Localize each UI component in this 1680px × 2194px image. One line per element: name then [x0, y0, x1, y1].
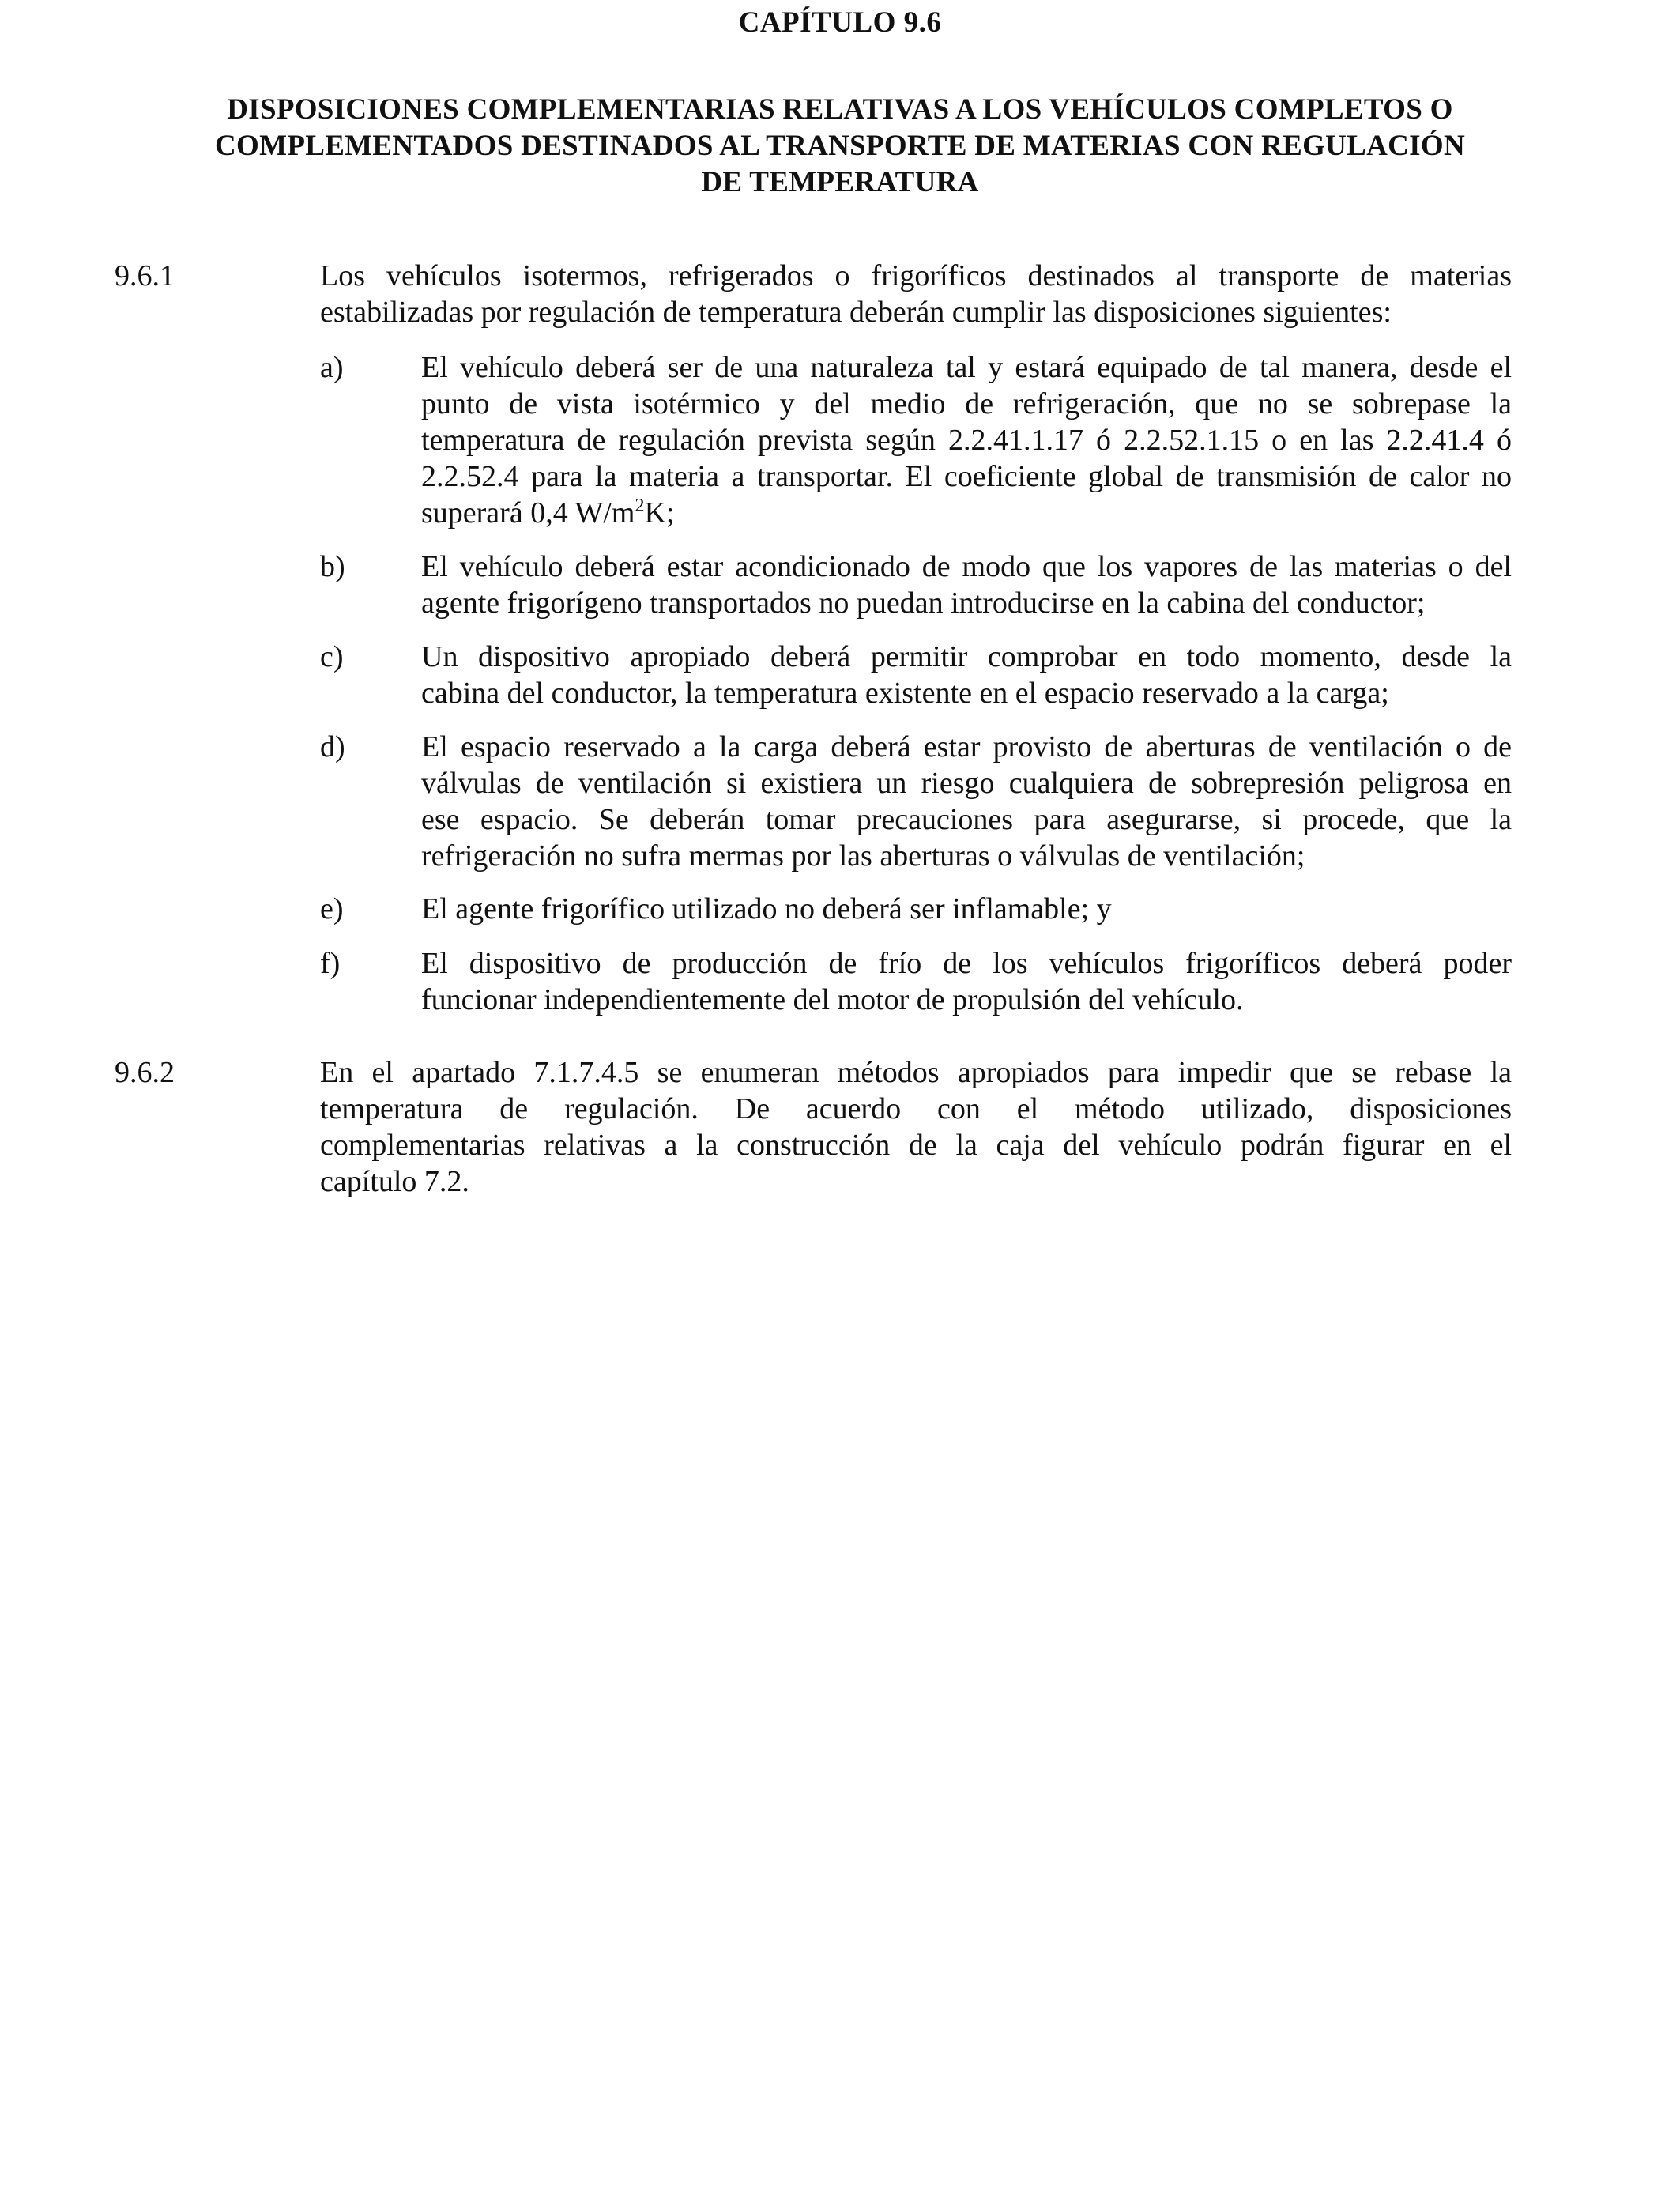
text-line: El vehículo deberá ser de una naturaleza tal y estará equipado de tal manera, desde el: [421, 351, 1512, 384]
text-line: Un dispositivo apropiado deberá permitir comprobar en todo momento, desde la: [421, 640, 1512, 673]
item-letter: b): [320, 550, 345, 583]
section-number: 9.6.2: [115, 1056, 175, 1089]
text-fragment: K;: [644, 496, 675, 530]
item-letter: c): [320, 640, 344, 673]
list-item: [421, 891, 1512, 927]
list-item: [421, 945, 1512, 1018]
chapter-heading: [95, 92, 1585, 201]
text-line: ese espacio. Se deberán tomar precauciones para asegurarse, si procede, que la: [421, 803, 1512, 836]
heading-line: DE TEMPERATURA: [701, 166, 979, 198]
text-line: El vehículo deberá estar acondicionado de modo que los vapores de las materias o del: [421, 550, 1512, 583]
text-line: punto de vista isotérmico y del medio de refrigeración, que no se sobrepase la: [421, 387, 1512, 420]
text-line: temperatura de regulación prevista según 2.2.41.1.17 ó 2.2.52.1.15 o en las 2.2.41.4 ó: [421, 424, 1512, 457]
text-line: funcionar independientemente del motor de propulsión del vehículo.: [421, 983, 1244, 1016]
text-line: El agente frigorífico utilizado no deberá ser inflamable; y: [421, 892, 1112, 925]
item-letter: e): [320, 892, 344, 925]
text-line: capítulo 7.2.: [320, 1165, 469, 1198]
text-fragment: superará 0,4 W/m: [421, 496, 635, 530]
text-line: 2.2.52.4 para la materia a transportar. El coeficiente global de transmisión de calor no: [421, 460, 1512, 493]
item-letter: a): [320, 351, 344, 384]
text-line: En el apartado 7.1.7.4.5 se enumeran métodos apropiados para impedir que se rebase la: [320, 1056, 1512, 1089]
text-line: complementarias relativas a la construcción de la caja del vehículo podrán figurar en el: [320, 1129, 1512, 1162]
list-item: [421, 548, 1512, 621]
section-intro: [320, 258, 1512, 330]
section-number: 9.6.1: [115, 259, 175, 292]
text-line: válvulas de ventilación si existiera un riesgo cualquiera de sobrepresión peligrosa en: [421, 767, 1512, 800]
list-item: [421, 349, 1512, 531]
text-line: cabina del conductor, la temperatura existente en el espacio reservado a la carga;: [421, 677, 1389, 710]
heading-line: COMPLEMENTADOS DESTINADOS AL TRANSPORTE DE MATERIAS CON REGULACIÓN: [215, 130, 1465, 162]
text-line: El espacio reservado a la carga deberá estar provisto de aberturas de ventilación o de: [421, 730, 1512, 763]
text-line: agente frigorígeno transportados no puedan introducirse en la cabina del conductor;: [421, 586, 1426, 620]
text-line: El dispositivo de producción de frío de los vehículos frigoríficos deberá poder: [421, 947, 1512, 980]
section-body: [320, 1054, 1512, 1200]
text-line: [421, 495, 1512, 531]
text-line: estabilizadas por regulación de temperatura deberán cumplir las disposiciones siguientes:: [320, 296, 1392, 329]
chapter-title: CAPÍTULO 9.6: [738, 6, 942, 39]
text-line: refrigeración no sufra mermas por las aberturas o válvulas de ventilación;: [421, 839, 1305, 873]
list-item: [421, 639, 1512, 711]
text-line: temperatura de regulación. De acuerdo con el método utilizado, disposiciones: [320, 1092, 1512, 1125]
heading-line: DISPOSICIONES COMPLEMENTARIAS RELATIVAS A LOS VEHÍCULOS COMPLETOS O: [227, 93, 1453, 126]
item-letter: f): [320, 947, 341, 980]
text-line: Los vehículos isotermos, refrigerados o frigoríficos destinados al transporte de materias: [320, 259, 1512, 292]
list-item: [421, 729, 1512, 874]
superscript: 2: [635, 496, 645, 516]
item-letter: d): [320, 730, 345, 763]
